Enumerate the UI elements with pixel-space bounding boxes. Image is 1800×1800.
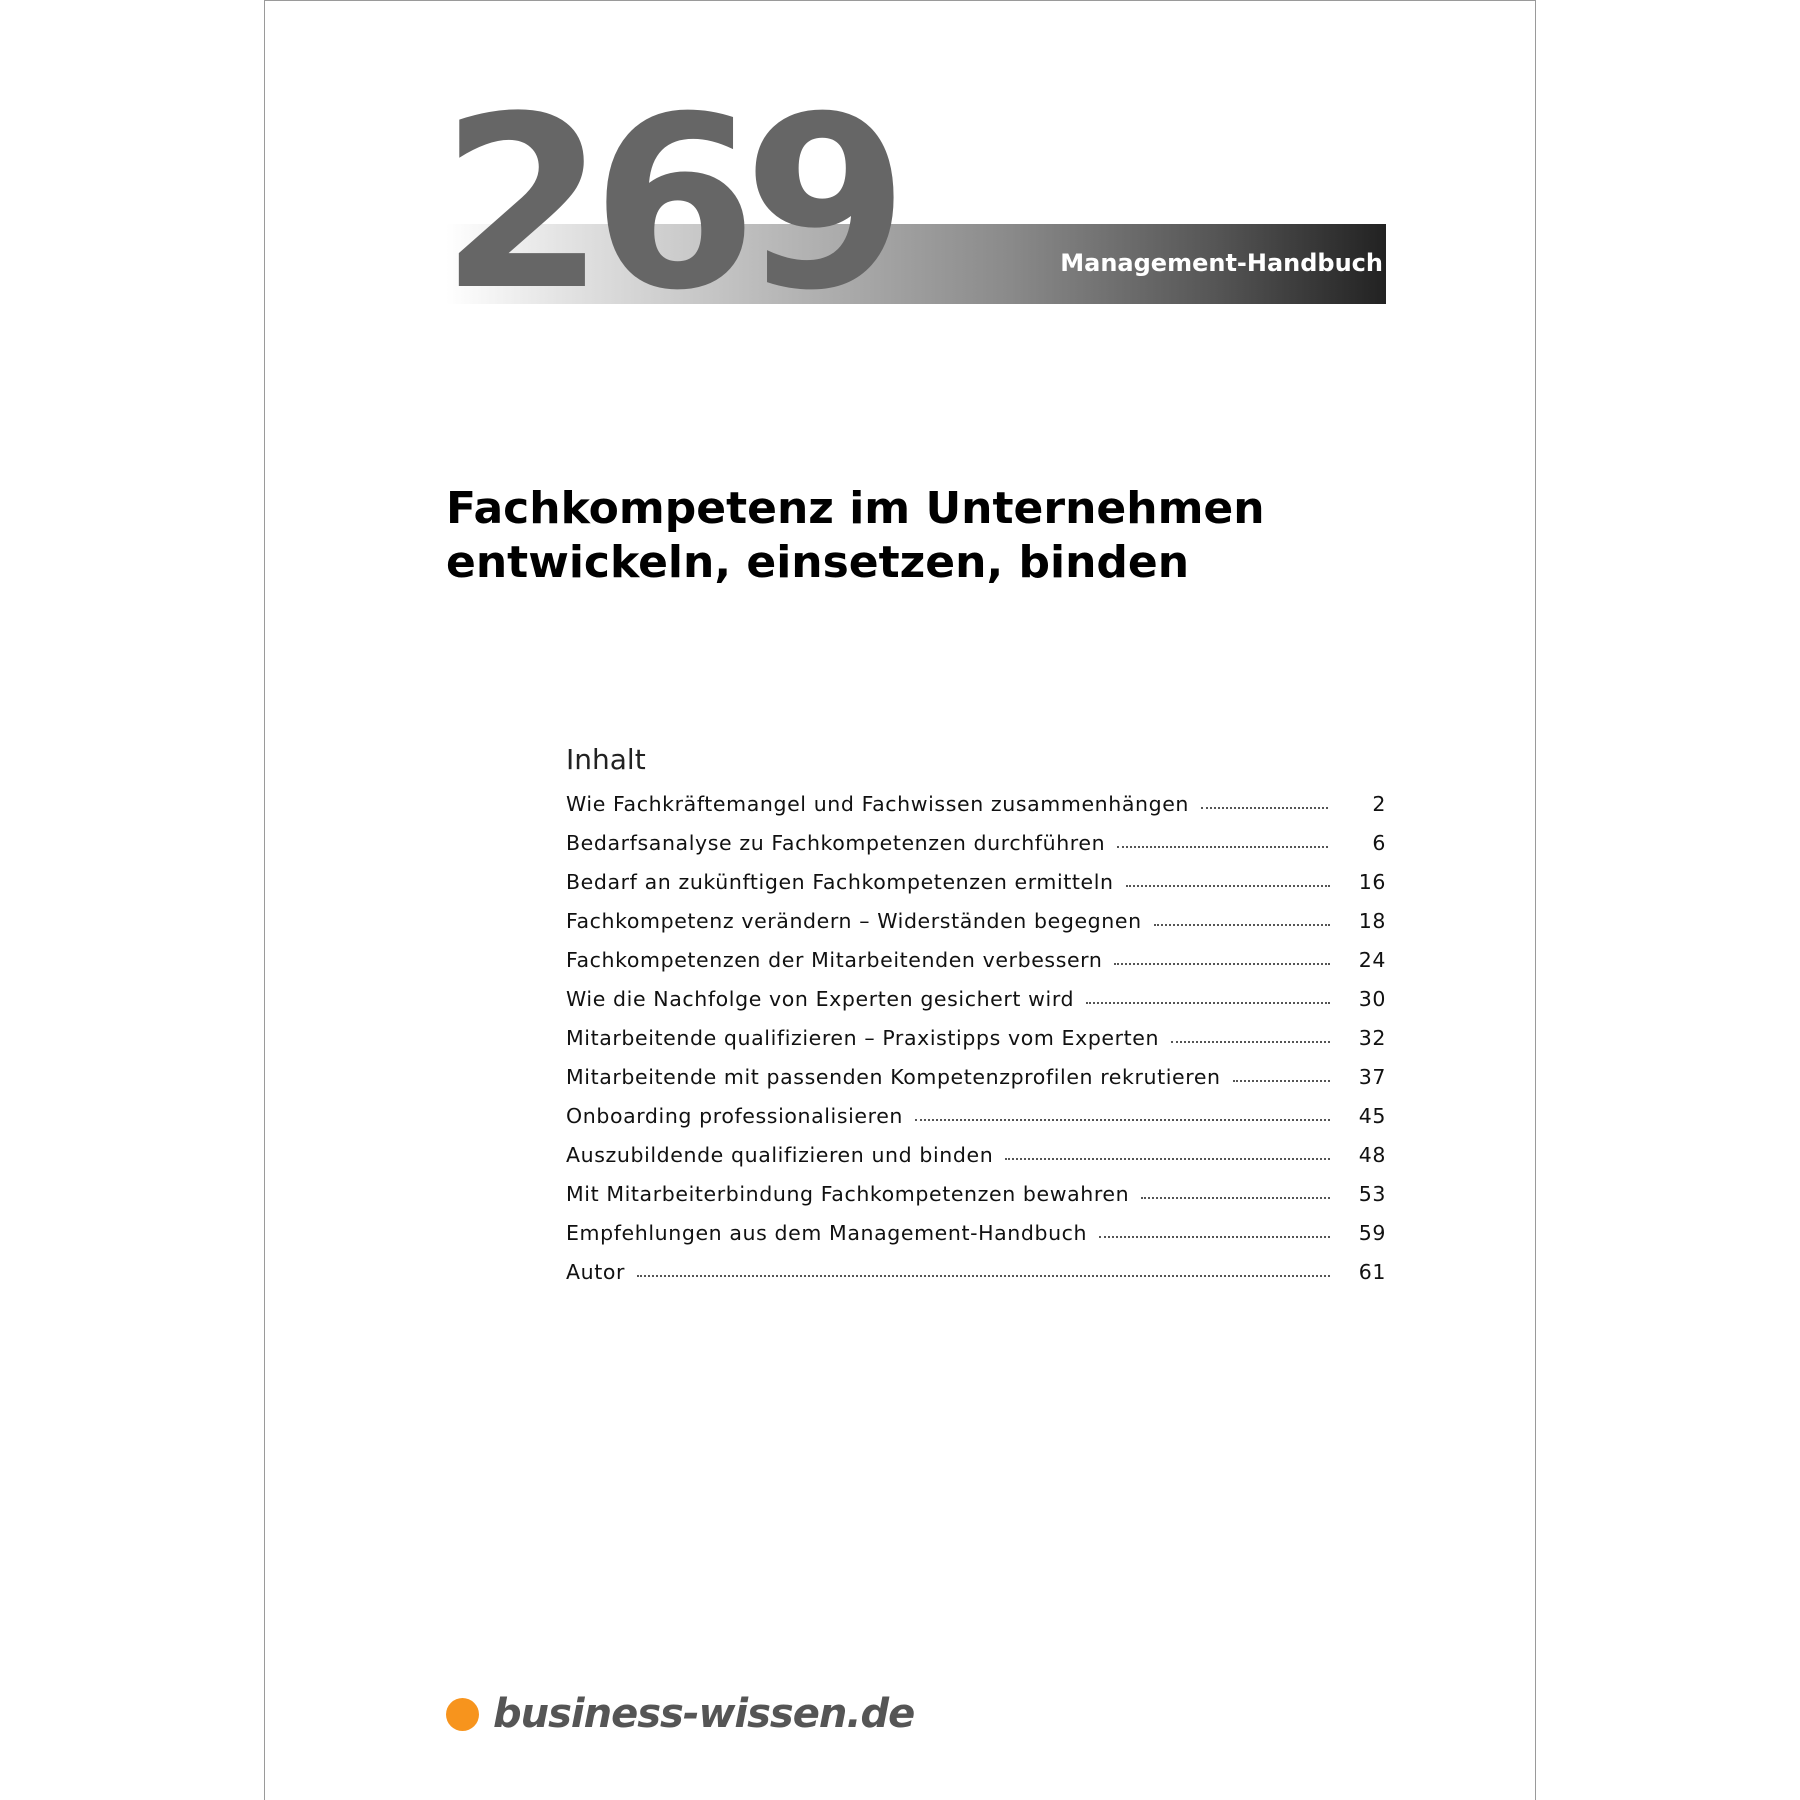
toc-dot-leader (1117, 845, 1328, 848)
toc-dot-leader (1154, 923, 1330, 926)
toc-item-page: 2 (1372, 792, 1386, 816)
toc-list (566, 792, 1386, 1299)
toc-item-page: 30 (1358, 987, 1386, 1011)
toc-item-label: Bedarfsanalyse zu Fachkompetenzen durchführen (566, 831, 1106, 855)
toc-item-page: 45 (1358, 1104, 1386, 1128)
toc-item-page: 32 (1358, 1026, 1386, 1050)
footer-logo (446, 1690, 914, 1738)
series-name: Management-Handbuch (1060, 249, 1383, 277)
toc-item[interactable] (566, 1182, 1386, 1221)
toc-dot-leader (637, 1274, 1330, 1277)
toc-item[interactable] (566, 1065, 1386, 1104)
toc-dot-leader (1171, 1040, 1330, 1043)
toc-dot-leader (1086, 1001, 1330, 1004)
toc-item[interactable] (566, 1221, 1386, 1260)
toc-item-label: Mitarbeitende qualifizieren – Praxistipps vom Experten (566, 1026, 1160, 1050)
toc-item-page: 48 (1358, 1143, 1386, 1167)
toc-item[interactable] (566, 987, 1386, 1026)
document-title (446, 482, 1406, 590)
toc-item[interactable] (566, 831, 1386, 870)
logo-text: business-wissen.de (493, 1691, 915, 1737)
table-of-contents (566, 740, 1386, 1299)
toc-item-page: 53 (1358, 1182, 1386, 1206)
toc-item-label: Mit Mitarbeiterbindung Fachkompetenzen bewahren (566, 1182, 1130, 1206)
toc-item-page: 37 (1358, 1065, 1386, 1089)
toc-item[interactable] (566, 1143, 1386, 1182)
toc-item-label: Mitarbeitende mit passenden Kompetenzprofilen rekrutieren (566, 1065, 1221, 1089)
toc-item-label: Wie die Nachfolge von Experten gesichert wird (566, 987, 1075, 1011)
toc-item[interactable] (566, 909, 1386, 948)
orange-dot-icon (446, 1698, 479, 1731)
toc-item-page: 59 (1358, 1221, 1386, 1245)
toc-item[interactable] (566, 1260, 1386, 1299)
toc-item-page: 18 (1358, 909, 1386, 933)
toc-dot-leader (1233, 1079, 1330, 1082)
toc-dot-leader (1114, 962, 1330, 965)
toc-item-label: Fachkompetenz verändern – Widerständen begegnen (566, 909, 1142, 933)
title-line-2: entwickeln, einsetzen, binden (446, 537, 1190, 588)
toc-item[interactable] (566, 948, 1386, 987)
toc-item-label: Bedarf an zukünftigen Fachkompetenzen ermitteln (566, 870, 1114, 894)
toc-item-label: Autor (566, 1260, 626, 1284)
toc-dot-leader (915, 1118, 1330, 1121)
toc-heading: Inhalt (566, 743, 646, 776)
toc-item[interactable] (566, 870, 1386, 909)
toc-item-page: 6 (1372, 831, 1386, 855)
toc-item[interactable] (566, 1026, 1386, 1065)
toc-dot-leader (1099, 1235, 1330, 1238)
toc-item-label: Empfehlungen aus dem Management-Handbuch (566, 1221, 1088, 1245)
toc-dot-leader (1005, 1157, 1330, 1160)
toc-item-label: Wie Fachkräftemangel und Fachwissen zusammenhängen (566, 792, 1190, 816)
toc-item-label: Fachkompetenzen der Mitarbeitenden verbessern (566, 948, 1103, 972)
toc-item-label: Auszubildende qualifizieren und binden (566, 1143, 994, 1167)
title-line-1: Fachkompetenz im Unternehmen (446, 483, 1265, 534)
series-number: 269 (440, 66, 895, 343)
toc-dot-leader (1201, 806, 1328, 809)
toc-item-page: 24 (1358, 948, 1386, 972)
toc-dot-leader (1141, 1196, 1330, 1199)
toc-dot-leader (1126, 884, 1330, 887)
toc-item[interactable] (566, 792, 1386, 831)
toc-item-label: Onboarding professionalisieren (566, 1104, 904, 1128)
toc-item-page: 16 (1358, 870, 1386, 894)
toc-item[interactable] (566, 1104, 1386, 1143)
toc-item-page: 61 (1358, 1260, 1386, 1284)
